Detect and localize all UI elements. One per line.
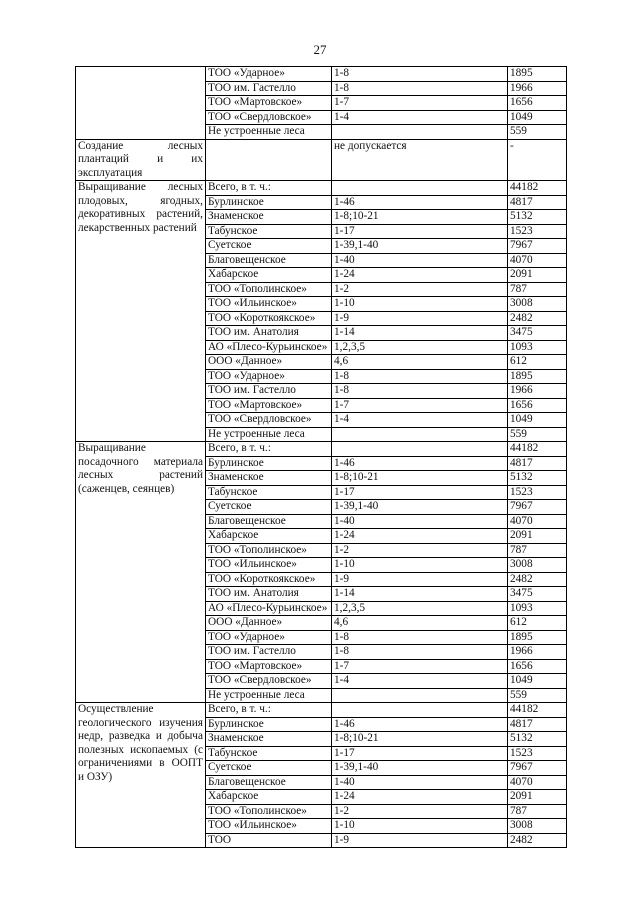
area-cell: 5132 [508,210,567,225]
quarters-cell: 1-17 [332,746,508,761]
area-cell: 7967 [508,761,567,776]
quarters-cell: 4,6 [332,616,508,631]
forestry-cell: Бурлинское [206,195,332,210]
area-cell: 2482 [508,833,567,848]
quarters-cell: 1-17 [332,485,508,500]
quarters-cell: 1-10 [332,297,508,312]
forestry-cell: ТОО «Ильинское» [206,558,332,573]
forestry-cell: ТОО «Короткоякское» [206,572,332,587]
quarters-cell: 1-4 [332,413,508,428]
quarters-cell [332,703,508,718]
quarters-cell: 1-7 [332,96,508,111]
area-cell: 787 [508,282,567,297]
forestry-cell: ТОО [206,833,332,848]
page-number: 27 [313,42,327,57]
forest-use-table [75,66,567,848]
quarters-cell: 1-46 [332,195,508,210]
forestry-cell: ТОО «Тополинское» [206,543,332,558]
quarters-cell [332,125,508,140]
quarters-cell [332,181,508,196]
forestry-cell: ТОО «Тополинское» [206,282,332,297]
forestry-cell: ТОО им. Анатолия [206,587,332,602]
forestry-cell: ТОО «Ильинское» [206,819,332,834]
forestry-cell: ТОО им. Гастелло [206,81,332,96]
forestry-cell: ТОО «Ударное» [206,67,332,82]
table-row [76,442,567,457]
forestry-cell: ООО «Данное» [206,355,332,370]
area-cell: 787 [508,804,567,819]
quarters-cell [332,442,508,457]
forestry-cell: Табунское [206,485,332,500]
quarters-cell [332,427,508,442]
quarters-cell: 1-39,1-40 [332,761,508,776]
quarters-cell: 1-2 [332,804,508,819]
activity-label: Выращивание посадочного материала лесных растений (саженцев, сеянцев) [78,442,203,495]
area-cell: 1966 [508,384,567,399]
area-cell: 3008 [508,558,567,573]
forestry-cell: ТОО «Короткоякское» [206,311,332,326]
forestry-cell: Хабарское [206,268,332,283]
activity-label: Выращивание лесных плодовых, ягодных, декоративных растений, лекарственных растений [78,181,203,234]
forestry-cell: Всего, в т. ч.: [206,181,332,196]
quarters-cell: не допускается [332,139,508,181]
area-cell: 4817 [508,456,567,471]
table-row [76,181,567,196]
area-cell: 3475 [508,326,567,341]
forestry-cell: ООО «Данное» [206,616,332,631]
forestry-cell: Хабарское [206,790,332,805]
area-cell: 1049 [508,110,567,125]
quarters-cell: 1-40 [332,514,508,529]
forestry-cell: ТОО «Свердловское» [206,110,332,125]
quarters-cell: 1-8 [332,384,508,399]
quarters-cell: 1-46 [332,456,508,471]
quarters-cell: 1-14 [332,587,508,602]
forestry-cell: ТОО «Ударное» [206,630,332,645]
area-cell: 1895 [508,369,567,384]
area-cell: 2482 [508,572,567,587]
forestry-cell: Всего, в т. ч.: [206,442,332,457]
area-cell: 559 [508,688,567,703]
forestry-cell: ТОО им. Анатолия [206,326,332,341]
area-cell: 2091 [508,268,567,283]
area-cell: 612 [508,616,567,631]
area-cell: 5132 [508,732,567,747]
quarters-cell: 1-8;10-21 [332,732,508,747]
forestry-cell: Знаменское [206,732,332,747]
forestry-cell: ТОО им. Гастелло [206,384,332,399]
table-row [76,139,567,181]
area-cell: 7967 [508,239,567,254]
quarters-cell: 1-24 [332,529,508,544]
table-row [76,67,567,82]
area-cell: 44182 [508,181,567,196]
quarters-cell: 1-17 [332,224,508,239]
area-cell: 4817 [508,195,567,210]
quarters-cell [332,688,508,703]
quarters-cell: 1-8;10-21 [332,210,508,225]
quarters-cell: 1,2,3,5 [332,340,508,355]
area-cell: 787 [508,543,567,558]
area-cell: 4070 [508,775,567,790]
area-cell: 1093 [508,601,567,616]
quarters-cell: 1-8 [332,67,508,82]
area-cell: 5132 [508,471,567,486]
area-cell: 44182 [508,442,567,457]
area-cell: 2091 [508,790,567,805]
forestry-cell: ТОО «Тополинское» [206,804,332,819]
forestry-cell: ТОО «Свердловское» [206,413,332,428]
forestry-cell: ТОО «Ильинское» [206,297,332,312]
forestry-cell: Благовещенское [206,775,332,790]
table-body [76,67,567,848]
forestry-cell: Бурлинское [206,456,332,471]
quarters-cell: 1-4 [332,674,508,689]
quarters-cell: 1-46 [332,717,508,732]
activity-cell [76,181,206,442]
area-cell: 612 [508,355,567,370]
forestry-cell: АО «Плесо-Курьинское» [206,340,332,355]
area-cell: 1966 [508,645,567,660]
forestry-cell: Не устроенные леса [206,125,332,140]
area-cell: 1523 [508,485,567,500]
quarters-cell: 1-10 [332,819,508,834]
activity-cell [76,139,206,181]
quarters-cell: 1-8 [332,369,508,384]
quarters-cell: 1-10 [332,558,508,573]
forestry-cell: Хабарское [206,529,332,544]
area-cell: 1523 [508,224,567,239]
quarters-cell: 1-2 [332,543,508,558]
forestry-cell: Благовещенское [206,514,332,529]
activity-cell [76,703,206,848]
activity-cell [76,67,206,140]
area-cell: 2482 [508,311,567,326]
area-cell: 559 [508,125,567,140]
forestry-cell: Табунское [206,224,332,239]
forestry-cell: Табунское [206,746,332,761]
area-cell: 1656 [508,398,567,413]
quarters-cell: 1-7 [332,398,508,413]
forestry-cell: Бурлинское [206,717,332,732]
forestry-cell: Суетское [206,500,332,515]
forestry-cell [206,139,332,181]
table-row [76,703,567,718]
activity-label: Создание лесных плантаций и их эксплуатация [78,139,203,179]
quarters-cell: 1,2,3,5 [332,601,508,616]
area-cell: 1049 [508,674,567,689]
quarters-cell: 1-14 [332,326,508,341]
forestry-cell: Знаменское [206,471,332,486]
quarters-cell: 1-8 [332,645,508,660]
forestry-cell: ТОО им. Гастелло [206,645,332,660]
area-cell: 559 [508,427,567,442]
area-cell: 44182 [508,703,567,718]
area-cell: - [508,139,567,181]
area-cell: 4070 [508,514,567,529]
area-cell: 3475 [508,587,567,602]
quarters-cell: 1-9 [332,572,508,587]
area-cell: 1656 [508,96,567,111]
quarters-cell: 1-39,1-40 [332,239,508,254]
quarters-cell: 1-9 [332,311,508,326]
quarters-cell: 1-7 [332,659,508,674]
forestry-cell: ТОО «Мартовское» [206,659,332,674]
quarters-cell: 1-40 [332,775,508,790]
forestry-cell: Не устроенные леса [206,688,332,703]
quarters-cell: 1-8 [332,81,508,96]
area-cell: 7967 [508,500,567,515]
area-cell: 1656 [508,659,567,674]
area-cell: 1523 [508,746,567,761]
quarters-cell: 1-40 [332,253,508,268]
forestry-cell: АО «Плесо-Курьинское» [206,601,332,616]
area-cell: 4817 [508,717,567,732]
quarters-cell: 1-2 [332,282,508,297]
activity-label: Осуществление геологического изучения недр, разведка и добыча полезных ископаемых (с ограничениями в ООПТ и ОЗУ) [78,703,203,783]
area-cell: 1895 [508,630,567,645]
area-cell: 2091 [508,529,567,544]
forestry-cell: ТОО «Мартовское» [206,96,332,111]
forestry-cell: Не устроенные леса [206,427,332,442]
forestry-cell: Суетское [206,239,332,254]
quarters-cell: 1-4 [332,110,508,125]
quarters-cell: 1-39,1-40 [332,500,508,515]
forestry-cell: Суетское [206,761,332,776]
quarters-cell: 1-24 [332,790,508,805]
forestry-cell: ТОО «Свердловское» [206,674,332,689]
area-cell: 1966 [508,81,567,96]
forestry-cell: Благовещенское [206,253,332,268]
quarters-cell: 1-9 [332,833,508,848]
area-cell: 4070 [508,253,567,268]
forestry-cell: ТОО «Ударное» [206,369,332,384]
quarters-cell: 1-24 [332,268,508,283]
area-cell: 1049 [508,413,567,428]
area-cell: 3008 [508,819,567,834]
forestry-cell: ТОО «Мартовское» [206,398,332,413]
activity-cell [76,442,206,703]
forestry-cell: Всего, в т. ч.: [206,703,332,718]
quarters-cell: 1-8 [332,630,508,645]
quarters-cell: 1-8;10-21 [332,471,508,486]
area-cell: 3008 [508,297,567,312]
area-cell: 1895 [508,67,567,82]
area-cell: 1093 [508,340,567,355]
forestry-cell: Знаменское [206,210,332,225]
quarters-cell: 4,6 [332,355,508,370]
